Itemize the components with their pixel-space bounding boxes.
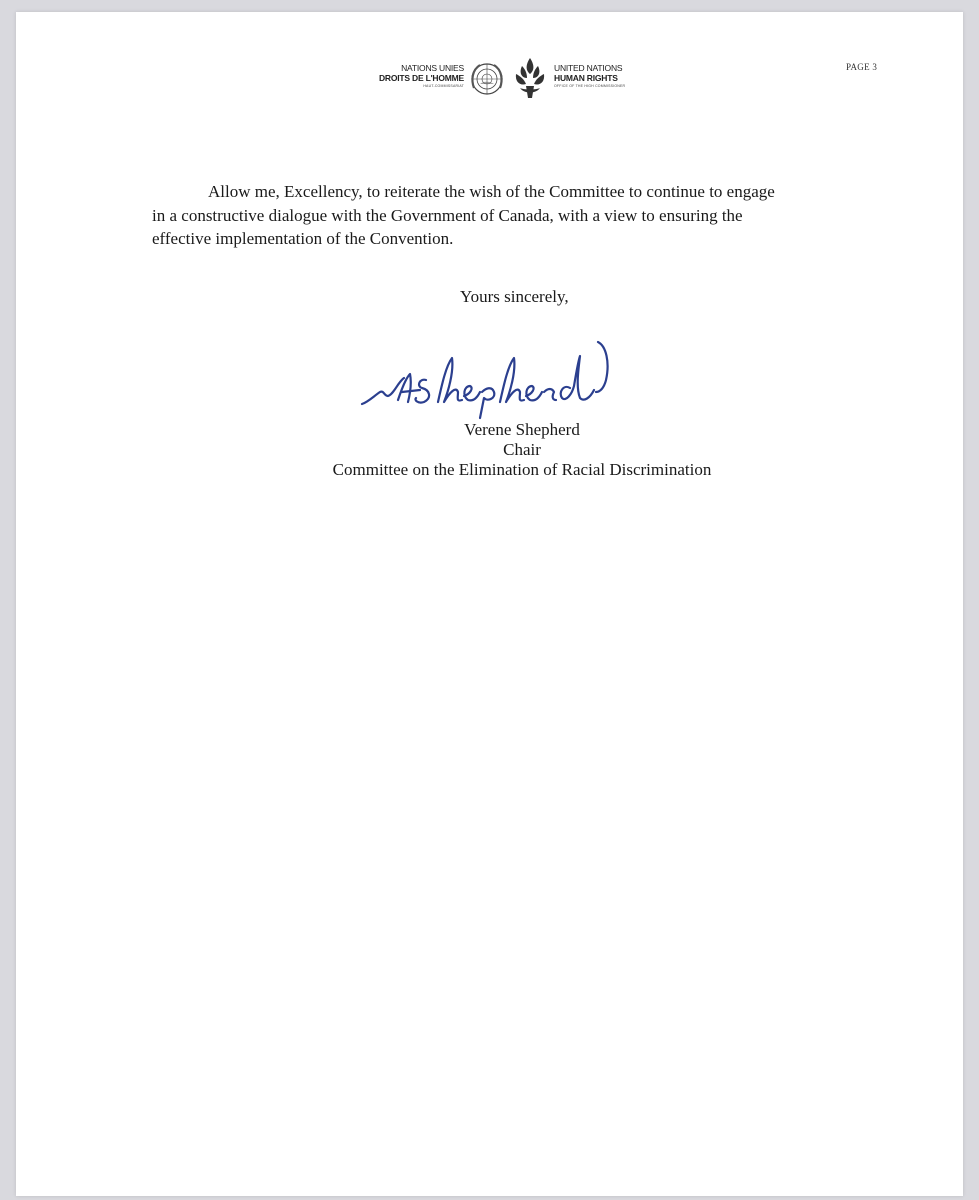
un-emblem-icon bbox=[468, 60, 506, 98]
human-rights-hand-icon bbox=[512, 56, 548, 100]
signatory-name: Verene Shepherd bbox=[464, 420, 580, 439]
body-paragraph: Allow me, Excellency, to reiterate the wish of the Committee to continue to engage in a constructive dialogue with the Government of Canada, with a view to ensuring the effective implementation of the Convention. bbox=[152, 182, 775, 248]
signatory-block bbox=[216, 420, 828, 480]
handwritten-signature bbox=[340, 322, 640, 422]
letterhead-french-line1: NATIONS UNIES bbox=[401, 63, 464, 73]
letterhead-english-line2: HUMAN RIGHTS bbox=[554, 73, 618, 83]
letter-page bbox=[16, 12, 963, 1196]
letterhead-french-line2: DROITS DE L'HOMME bbox=[378, 73, 464, 83]
letterhead-french-line3: HAUT-COMMISSARIAT bbox=[423, 84, 464, 88]
letterhead-french bbox=[354, 63, 464, 89]
letterhead-english bbox=[554, 63, 664, 89]
letterhead-english-line1: UNITED NATIONS bbox=[554, 63, 623, 73]
signatory-title: Chair bbox=[503, 440, 541, 459]
page-number: PAGE 3 bbox=[846, 62, 878, 72]
closing-salutation: Yours sincerely, bbox=[460, 287, 569, 306]
signatory-organization: Committee on the Elimination of Racial Discrimination bbox=[332, 460, 712, 479]
letterhead-english-line3: OFFICE OF THE HIGH COMMISSIONER bbox=[554, 84, 626, 88]
letterhead bbox=[354, 56, 654, 112]
